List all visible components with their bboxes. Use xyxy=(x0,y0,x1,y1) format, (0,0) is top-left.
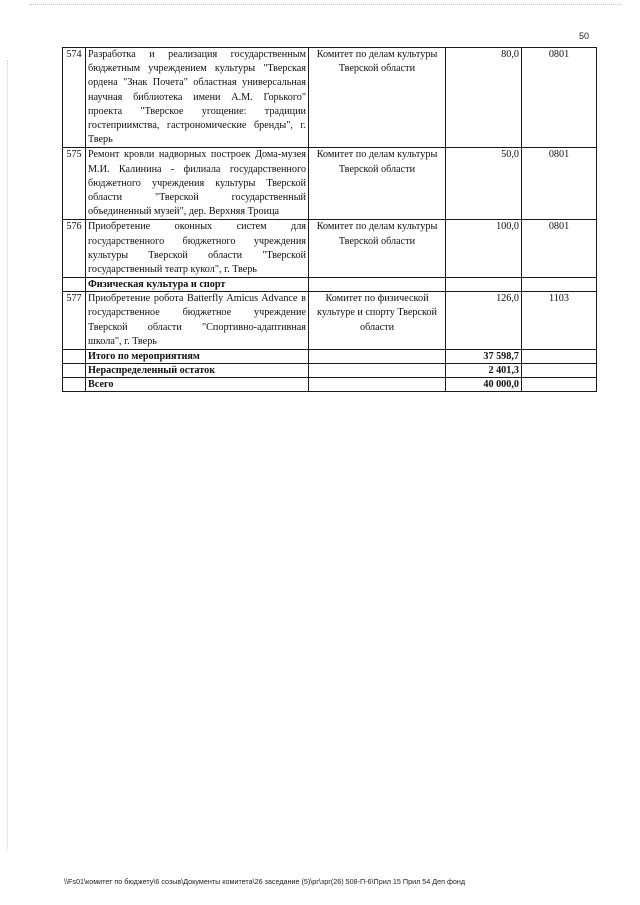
table-row xyxy=(63,220,597,278)
section-empty-cell xyxy=(63,278,86,292)
row-description: Приобретение робота Batterfly Amicus Advance в государственное бюджетное учреждение Тверской области "Спортивно-адаптивная школа", г. Тверь xyxy=(86,292,309,350)
table-row xyxy=(63,48,597,148)
row-amount: 126,0 xyxy=(446,292,522,350)
row-organization: Комитет по делам культуры Тверской области xyxy=(309,48,446,148)
total-row xyxy=(63,364,597,378)
total-empty-cell xyxy=(63,364,86,378)
total-row xyxy=(63,350,597,364)
scan-edge-top xyxy=(30,4,620,5)
row-number: 574 xyxy=(63,48,86,148)
row-number: 575 xyxy=(63,148,86,220)
row-code: 0801 xyxy=(522,220,597,278)
total-amount: 40 000,0 xyxy=(446,378,522,392)
row-amount: 50,0 xyxy=(446,148,522,220)
row-code: 0801 xyxy=(522,148,597,220)
row-organization: Комитет по физической культуре и спорту Тверской области xyxy=(309,292,446,350)
page-number: 50 xyxy=(578,31,589,41)
section-empty-cell xyxy=(309,278,446,292)
total-empty-cell xyxy=(309,364,446,378)
row-organization: Комитет по делам культуры Тверской области xyxy=(309,220,446,278)
total-empty-cell xyxy=(63,350,86,364)
section-row xyxy=(63,278,597,292)
total-amount: 2 401,3 xyxy=(446,364,522,378)
scan-edge-left xyxy=(7,60,8,850)
total-empty-cell xyxy=(522,350,597,364)
row-description: Разработка и реализация государственным бюджетным учреждением культуры "Тверская ордена "Знак Почета" областная универсальная научная библиотека имени А.М. Горького" проекта "Тверское угощение: традиции гостеприимства, гастрономические бренды", г. Тверь xyxy=(86,48,309,148)
total-label: Всего xyxy=(86,378,309,392)
total-empty-cell xyxy=(63,378,86,392)
table-row xyxy=(63,148,597,220)
total-label: Итого по мероприятиям xyxy=(86,350,309,364)
row-code: 0801 xyxy=(522,48,597,148)
section-empty-cell xyxy=(522,278,597,292)
row-amount: 80,0 xyxy=(446,48,522,148)
row-number: 576 xyxy=(63,220,86,278)
row-description: Ремонт кровли надворных построек Дома-музея М.И. Калинина - филиала государственного бюджетного учреждения культуры Тверской области "Тверской государственный объединенный музей", дер. Верхняя Троица xyxy=(86,148,309,220)
section-empty-cell xyxy=(446,278,522,292)
row-amount: 100,0 xyxy=(446,220,522,278)
budget-table xyxy=(62,47,597,392)
total-empty-cell xyxy=(309,350,446,364)
section-title: Физическая культура и спорт xyxy=(86,278,309,292)
total-empty-cell xyxy=(522,364,597,378)
total-amount: 37 598,7 xyxy=(446,350,522,364)
footer-file-path: \\Fs01\комитет по бюджету\6 созыв\Документы комитета\26 заседание (5)\рг\зрг(26) 508-П-6\Прил 15 Прил 54 Деп фонд xyxy=(64,877,466,886)
total-row xyxy=(63,378,597,392)
row-organization: Комитет по делам культуры Тверской области xyxy=(309,148,446,220)
table-row xyxy=(63,292,597,350)
total-label: Нераспределенный остаток xyxy=(86,364,309,378)
total-empty-cell xyxy=(522,378,597,392)
total-empty-cell xyxy=(309,378,446,392)
row-code: 1103 xyxy=(522,292,597,350)
row-number: 577 xyxy=(63,292,86,350)
row-description: Приобретение оконных систем для государственного бюджетного учреждения культуры Тверской области "Тверской государственный театр кукол", г. Тверь xyxy=(86,220,309,278)
